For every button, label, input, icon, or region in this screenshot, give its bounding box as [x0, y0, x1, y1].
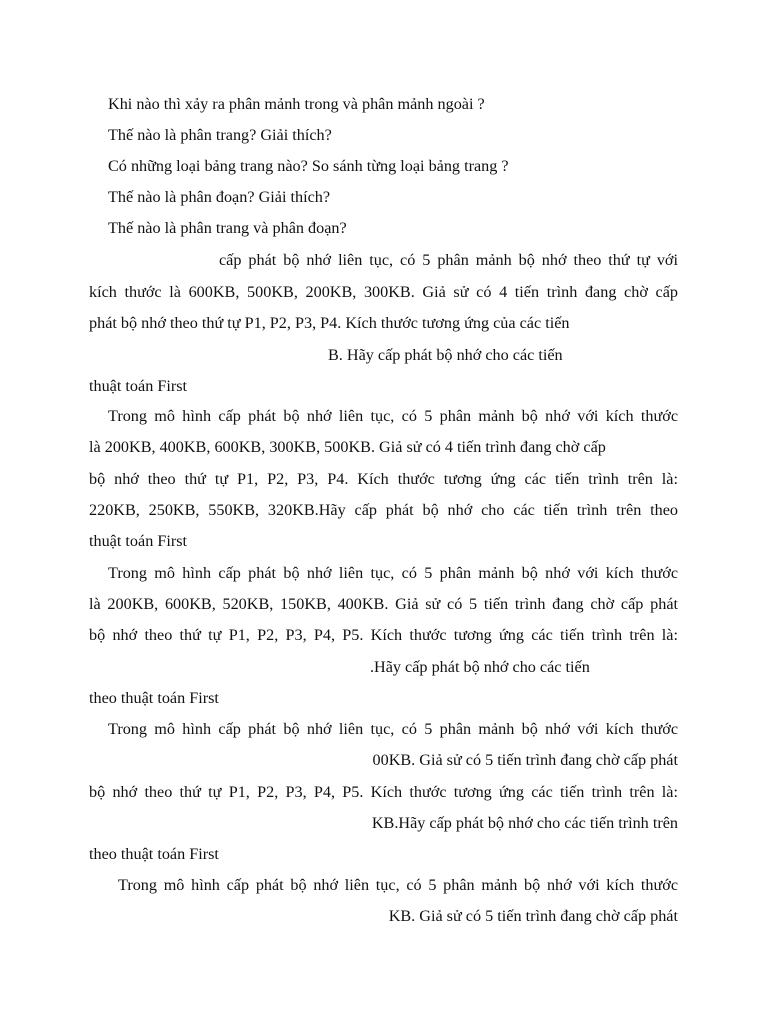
- text-line: phát bộ nhớ theo thứ tự P1, P2, P3, P4. Kích thước tương ứng của các tiến: [89, 314, 570, 332]
- text-line: thuật toán First: [89, 532, 188, 550]
- text-line: theo thuật toán First: [89, 689, 219, 707]
- question-line: Khi nào thì xảy ra phân mảnh trong và phân mảnh ngoài ?: [108, 95, 485, 113]
- question-line: Có những loại bảng trang nào? So sánh từng loại bảng trang ?: [108, 157, 509, 175]
- text-line: kích thước là 600KB, 500KB, 200KB, 300KB. Giả sử có 4 tiến trình đang chờ cấp: [89, 283, 678, 301]
- text-line: cấp phát bộ nhớ liên tục, có 5 phân mảnh bộ nhớ theo thứ tự với: [219, 251, 678, 269]
- question-line: Thế nào là phân trang và phân đoạn?: [108, 219, 347, 237]
- text-line: theo thuật toán First: [89, 845, 219, 863]
- text-line: là 200KB, 400KB, 600KB, 300KB, 500KB. Giả sử có 4 tiến trình đang chờ cấp: [89, 438, 606, 456]
- text-line: .Hãy cấp phát bộ nhớ cho các tiến: [370, 658, 590, 676]
- text-line: bộ nhớ theo thứ tự P1, P2, P3, P4, P5. Kích thước tương ứng các tiến trình trên là:: [89, 783, 678, 801]
- text-line: Trong mô hình cấp phát bộ nhớ liên tục, có 5 phân mảnh bộ nhớ với kích thước: [108, 564, 678, 582]
- question-line: Thế nào là phân trang? Giải thích?: [108, 126, 332, 144]
- text-line: bộ nhớ theo thứ tự P1, P2, P3, P4, P5. Kích thước tương ứng các tiến trình trên là:: [89, 626, 678, 644]
- text-line: 220KB, 250KB, 550KB, 320KB.Hãy cấp phát bộ nhớ cho các tiến trình trên theo: [89, 501, 678, 519]
- text-line: Trong mô hình cấp phát bộ nhớ liên tục, có 5 phân mảnh bộ nhớ với kích thước: [118, 876, 678, 894]
- question-line: Thế nào là phân đoạn? Giải thích?: [108, 188, 331, 206]
- text-line: 00KB. Giả sử có 5 tiến trình đang chờ cấp phát: [372, 751, 678, 769]
- text-line: là 200KB, 600KB, 520KB, 150KB, 400KB. Giả sử có 5 tiến trình đang chờ cấp phát: [89, 595, 678, 613]
- text-line: Trong mô hình cấp phát bộ nhớ liên tục, có 5 phân mảnh bộ nhớ với kích thước: [108, 407, 678, 425]
- text-line: thuật toán First: [89, 377, 188, 395]
- text-line: Trong mô hình cấp phát bộ nhớ liên tục, có 5 phân mảnh bộ nhớ với kích thước: [108, 720, 678, 738]
- text-line: KB.Hãy cấp phát bộ nhớ cho các tiến trình trên: [371, 814, 678, 832]
- text-line: B. Hãy cấp phát bộ nhớ cho các tiến: [328, 346, 563, 364]
- text-line: bộ nhớ theo thứ tự P1, P2, P3, P4. Kích thước tương ứng các tiến trình trên là:: [89, 470, 678, 488]
- text-line: KB. Giả sử có 5 tiến trình đang chờ cấp phát: [388, 907, 678, 925]
